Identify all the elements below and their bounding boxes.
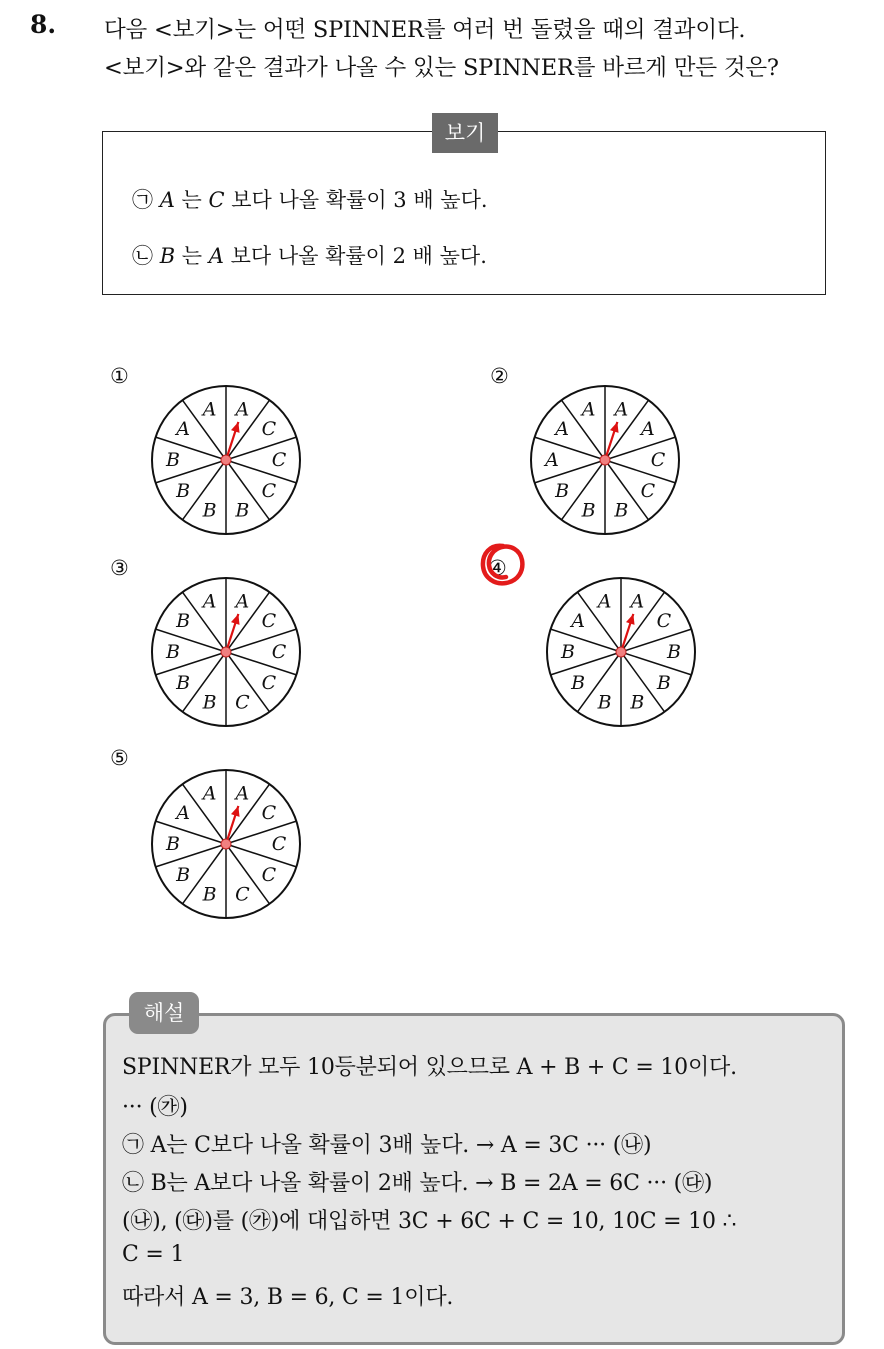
spinner-section-label: C <box>261 609 277 632</box>
spinner-hub <box>600 455 610 465</box>
question-text-line1: 다음 <보기>는 어떤 SPINNER를 여러 번 돌렸을 때의 결과이다. <box>104 17 746 43</box>
spinner-section-label: B <box>667 641 681 663</box>
spinner-section-label: A <box>581 398 596 421</box>
spinner-section-label: C <box>261 417 277 440</box>
solution-line-7: 따라서 A = 3, B = 6, C = 1이다. <box>122 1285 454 1310</box>
spinner-section-label: A <box>202 782 217 805</box>
spinner-section-label: A <box>614 398 629 421</box>
spinner-section-label: C <box>271 641 287 663</box>
spinner-option-3[interactable] <box>149 575 303 729</box>
spinner-hub <box>221 647 231 657</box>
spinner-section-label: B <box>176 672 191 695</box>
solution-title: 해설 <box>129 992 199 1034</box>
solution-line-2: ··· (㉮) <box>122 1095 188 1120</box>
condition-item-1 <box>132 184 488 214</box>
solution-line-3: ㉠ A는 C보다 나올 확률이 3배 높다. → A = 3C ··· (㉯) <box>122 1133 652 1158</box>
option-number-5[interactable]: ⑤ <box>110 746 129 770</box>
spinner-section-label: C <box>261 480 277 503</box>
spinner-hub <box>221 839 231 849</box>
spinner-option-5[interactable] <box>149 767 303 921</box>
math-var: A <box>208 244 224 268</box>
spinner-section-label: B <box>571 672 586 695</box>
spinner-section-label: B <box>597 691 612 714</box>
solution-line-1: SPINNER가 모두 10등분되어 있으므로 A + B + C = 10이다. <box>122 1055 737 1080</box>
math-var: B <box>159 244 176 268</box>
spinner-section-label: A <box>630 590 645 613</box>
spinner-section-label: B <box>555 480 570 503</box>
option-number-1[interactable]: ① <box>110 364 129 388</box>
math-var: C <box>208 188 225 212</box>
spinner-section-label: C <box>235 691 250 714</box>
spinner-section-label: C <box>261 672 277 695</box>
spinner-section-label: A <box>235 590 250 613</box>
spinner-hub <box>221 455 231 465</box>
spinner-section-label: C <box>656 609 672 632</box>
spinner-option-2[interactable] <box>528 383 682 537</box>
spinner-section-label: C <box>261 864 277 887</box>
condition-marker: ㉡ <box>132 244 153 268</box>
spinner-section-label: C <box>261 801 277 824</box>
spinner-option-1[interactable] <box>149 383 303 537</box>
spinner-section-label: A <box>202 398 217 421</box>
spinner-section-label: A <box>176 801 190 824</box>
spinner-section-label: B <box>630 691 645 714</box>
math-var: A <box>159 188 175 212</box>
spinner-section-label: A <box>176 417 190 440</box>
solution-line-6: C = 1 <box>122 1242 185 1267</box>
question-number: 8. <box>30 10 57 39</box>
question-text-line2: <보기>와 같은 결과가 나올 수 있는 SPINNER를 바르게 만든 것은? <box>104 55 779 81</box>
spinner-section-label: B <box>202 883 217 906</box>
spinner-section-label: B <box>202 691 217 714</box>
spinner-section-label: A <box>597 590 612 613</box>
option-number-2[interactable]: ② <box>490 364 509 388</box>
spinner-section-label: A <box>571 609 585 632</box>
spinner-section-label: A <box>555 417 569 440</box>
spinner-section-label: B <box>202 499 217 522</box>
spinner-section-label: B <box>561 641 575 663</box>
condition-text: 는 <box>174 188 209 212</box>
solution-line-5: (㉯), (㉰)를 (㉮)에 대입하면 3C + 6C + C = 10, 10C = 10 ∴ <box>122 1209 737 1234</box>
spinner-section-label: A <box>545 449 559 471</box>
spinner-section-label: C <box>640 480 656 503</box>
spinner-section-label: B <box>656 672 671 695</box>
option-number-3[interactable]: ③ <box>110 556 129 580</box>
spinner-section-label: B <box>235 499 250 522</box>
spinner-hub <box>616 647 626 657</box>
spinner-section-label: C <box>650 449 666 471</box>
spinner-option-4[interactable] <box>544 575 698 729</box>
selected-answer-circle-mark <box>478 540 528 590</box>
condition-item-2 <box>132 240 487 270</box>
spinner-section-label: A <box>235 398 250 421</box>
spinner-section-label: B <box>614 499 629 522</box>
spinner-section-label: B <box>176 609 191 632</box>
spinner-section-label: A <box>235 782 250 805</box>
spinner-section-label: C <box>235 883 250 906</box>
condition-text: 는 <box>175 244 209 268</box>
option-number-4[interactable]: ④ <box>488 556 507 580</box>
conditions-box-title: 보기 <box>432 113 498 153</box>
condition-marker: ㉠ <box>132 188 153 212</box>
spinner-section-label: B <box>166 641 180 663</box>
spinner-section-label: A <box>202 590 217 613</box>
spinner-section-label: B <box>176 864 191 887</box>
spinner-section-label: B <box>176 480 191 503</box>
spinner-section-label: B <box>581 499 596 522</box>
solution-line-4: ㉡ B는 A보다 나올 확률이 2배 높다. → B = 2A = 6C ··· (㉰) <box>122 1171 713 1196</box>
spinner-section-label: B <box>166 833 180 855</box>
spinner-section-label: C <box>271 833 287 855</box>
spinner-section-label: A <box>641 417 655 440</box>
spinner-section-label: B <box>166 449 180 471</box>
condition-text: 보다 나올 확률이 3 배 높다. <box>224 188 488 212</box>
spinner-section-label: C <box>271 449 287 471</box>
condition-text: 보다 나올 확률이 2 배 높다. <box>223 244 487 268</box>
